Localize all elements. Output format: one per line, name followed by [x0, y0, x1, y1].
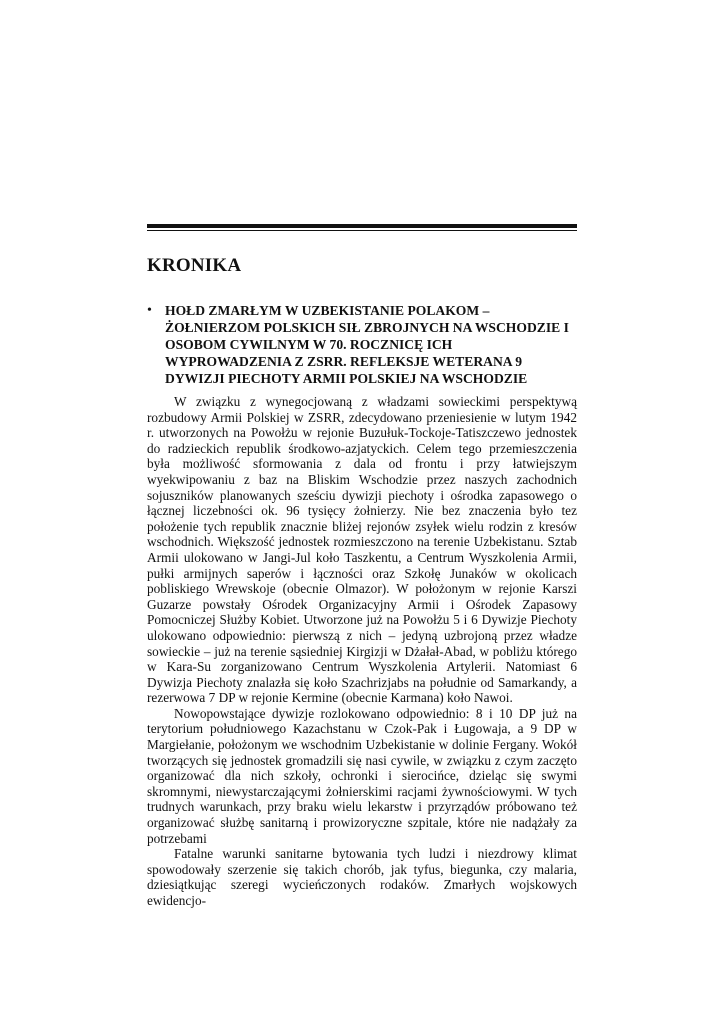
section-title: KRONIKA [147, 255, 242, 276]
paragraph-3: Fatalne warunki sanitarne bytowania tych ludzi i niezdrowy klimat spowodowały szerzenie się takich chorób, jak tyfus, biegunka, czy malaria, dziesiątkując szeregi wycieńczonych rodaków. Zmarłych wojskowych ewidencjo- [147, 846, 577, 908]
paragraph-1: W związku z wynegocjowaną z władzami sowieckimi perspektywą rozbudowy Armii Polskiej w ZSRR, zdecydowano przeniesienie w lutym 1942 r. utworzonych na Powołżu w rejonie Buzułuk-Tockoje-Tatiszczewo jednostek do radzieckich republik środkowo-azjatyckich. Celem tego przemieszczenia była możliwość sformowania z dala od frontu i przy łatwiejszym wyekwipowaniu z baz na Bliskim Wschodzie przez naszych zachodnich sojuszników planowanych sześciu dywizji piechoty i ośrodka zapasowego o łącznej liczebności ok. 96 tysięcy żołnierzy. Nie bez znaczenia było tez położenie tych republik znacznie bliżej rejonów zsyłek wielu rodzin z kresów wschodnich. Większość jednostek rozmieszczono na terenie Uzbekistanu. Sztab Armii ulokowano w Jangi-Jul koło Taszkentu, a Centrum Wyszkolenia Armii, pułki armijnych saperów i łączności oraz Szkołę Junaków w okolicach pobliskiego Wrewskoje (obecnie Olmazor). W położonym w rejonie Karszi Guzarze powstały Ośrodek Organizacyjny Armii i Ośrodek Zapasowy Pomocniczej Służby Kobiet. Utworzone już na Powołżu 5 i 6 Dywizje Piechoty ulokowano odpowiednio: pierwszą z nich – jedyną uzbrojoną przez władze sowieckie – już na terenie sąsiedniej Kirgizji w Dżałał-Abad, w pobliżu którego w Kara-Su zorganizowano Centrum Wyszkolenia Artylerii. Natomiast 6 Dywizja Piechoty znalazła się koło Szachrizjabs na południe od Samarkandy, a rezerwowa 7 DP w rejonie Kermine (obecnie Karmana) koło Nawoi. [147, 394, 577, 706]
article-title: HOŁD ZMARŁYM W UZBEKISTANIE POLAKOM – ŻOŁNIERZOM POLSKICH SIŁ ZBROJNYCH NA WSCHODZIE I OSOBOM CYWILNYM W 70. ROCZNICĘ ICH WYPROWADZENIA Z ZSRR. REFLEKSJE WETERANA 9 DYWIZJI PIECHOTY ARMII POLSKIEJ NA WSCHODZIE [165, 303, 569, 386]
header-rule [147, 224, 577, 231]
header-rule-thin [147, 230, 577, 231]
article-heading [147, 302, 577, 387]
article-body [147, 394, 577, 909]
paragraph-2: Nowopowstające dywizje rozlokowano odpowiednio: 8 i 10 DP już na terytorium południowego Kazachstanu w Czok-Pak i Ługowaja, a 9 DP w Margiełanie, położonym we wschodnim Uzbekistanie w dolinie Fergany. Wokół tworzących się jednostek gromadzili się nasi cywile, w związku z czym zaczęto organizować dla nich szkoły, ochronki i sierocińce, dzieląc się swymi skromnymi, niewystarczającymi żołnierskimi racjami żywnościowymi. W tych trudnych warunkach, przy braku wielu lekarstw i przyrządów próbowano też organizować służbę sanitarną i prowizoryczne szpitale, które nie nadążały za potrzebami [147, 705, 577, 846]
bullet-icon: • [147, 303, 152, 318]
